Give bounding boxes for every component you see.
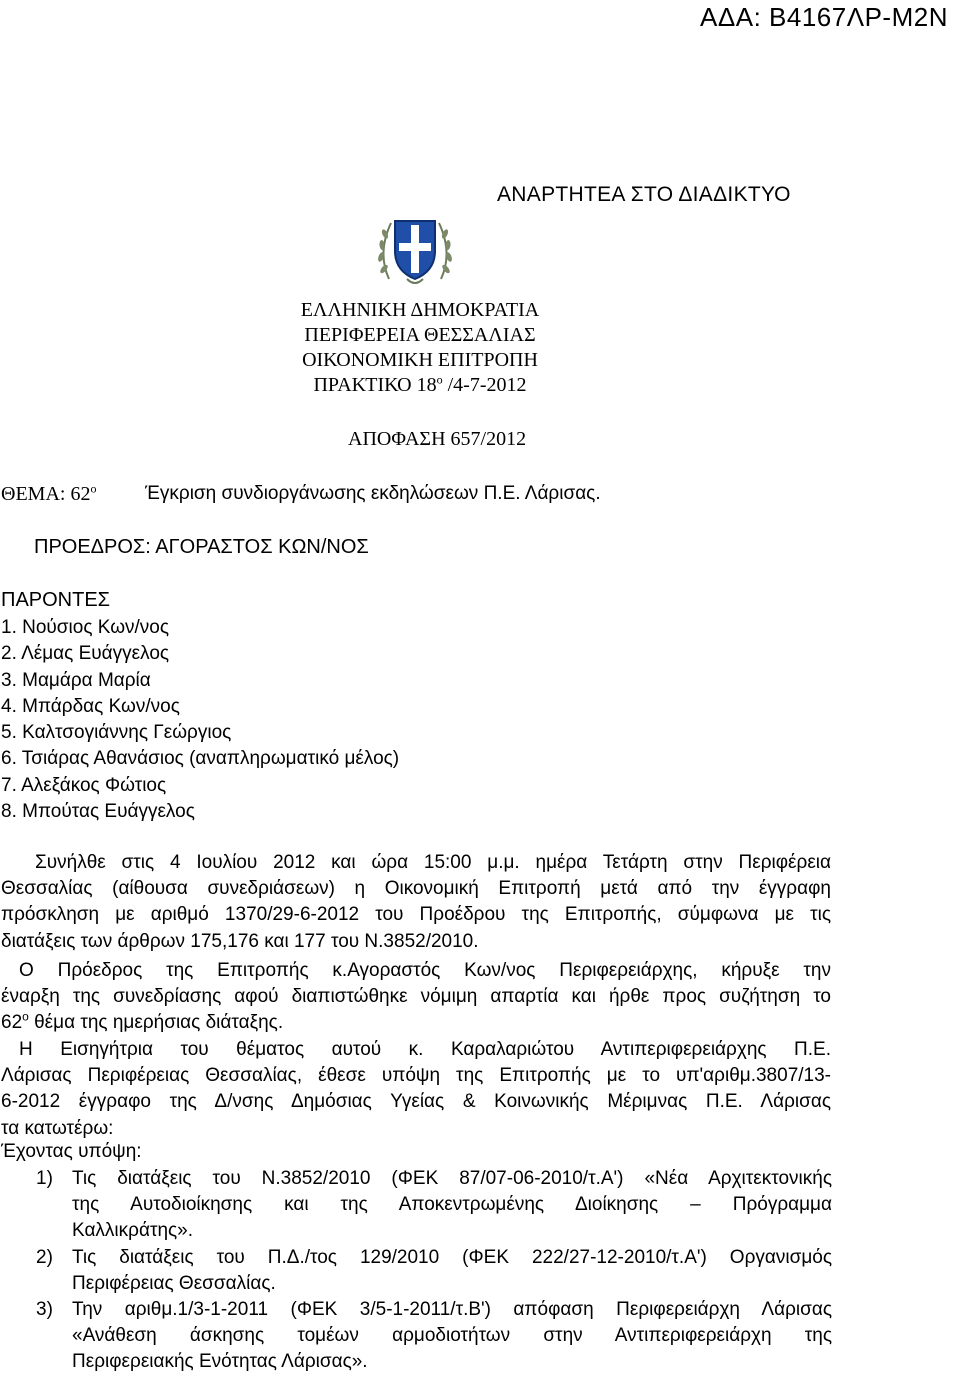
list-item: 3. Μαμάρα Μαρία: [1, 669, 151, 691]
considering-heading: Έχοντας υπόψη:: [1, 1141, 142, 1162]
issuer-header: [240, 298, 600, 398]
present-title: ΠΑΡΟΝΤΕΣ: [1, 589, 111, 611]
header-region: ΠΕΡΙΦΕΡΕΙΑ ΘΕΣΣΑΛΙΑΣ: [304, 324, 536, 346]
header-committee: ΟΙΚΟΝΟΜΙΚΗ ΕΠΙΤΡΟΠΗ: [302, 349, 538, 371]
list-item: [36, 1166, 832, 1245]
minutes-prefix: ΠΡΑΚΤΙΚΟ 18: [313, 374, 437, 396]
paragraph-line: Θεσσαλίας (αίθουσα συνεδριάσεων) η Οικονομική Επιτροπή μετά από την έγγραφη: [1, 878, 831, 900]
item-number: 3): [36, 1299, 53, 1321]
paragraph-line: Η Εισηγήτρια του θέματος αυτού κ. Καραλαριώτου Αντιπεριφερειάρχης Π.Ε.: [19, 1039, 831, 1060]
item-line: Καλλικράτης».: [72, 1220, 194, 1242]
paragraph-meeting: [1, 850, 831, 955]
hellenic-republic-emblem-icon: [371, 209, 459, 289]
list-item: 6. Τσιάρας Αθανάσιος (αναπληρωματικό μέλος): [1, 748, 400, 770]
list-item: 2. Λέμας Ευάγγελος: [1, 643, 170, 665]
members-list: [1, 615, 399, 825]
list-item: [36, 1297, 832, 1376]
paragraph-line: πρόσκληση με αριθμό 1370/29-6-2012 του Προέδρου της Επιτροπής, σύμφωνα με τις: [1, 904, 831, 926]
paragraph-line: 6-2012 έγγραφο της Δ/νσης Δημόσιας Υγείας & Κοινωνικής Μέριμνας Π.Ε. Λάρισας: [1, 1091, 831, 1113]
subject-label-text: ΘΕΜΑ: 62: [1, 483, 91, 505]
subject-label-sup: ο: [90, 481, 97, 496]
list-item: [36, 1245, 832, 1297]
paragraph-line: [1, 1010, 831, 1036]
paragraph-line: Συνήλθε στις 4 Ιουλίου 2012 και ώρα 15:00 μ.μ. ημέρα Τετάρτη στην Περιφέρεια: [35, 852, 831, 873]
minutes-suffix: /4-7-2012: [442, 374, 527, 396]
paragraph-rapporteur: [1, 1037, 831, 1142]
topic-number-sup: ο: [22, 1010, 29, 1025]
topic-suffix: θέμα της ημερήσιας διάταξης.: [28, 1012, 284, 1034]
subject-label: [1, 483, 96, 506]
ada-code: ΑΔΑ: Β4167ΛΡ-Μ2Ν: [700, 2, 948, 32]
item-line: Την αριθμ.1/3-1-2011 (ΦΕΚ 3/5-1-2011/τ.Β') απόφαση Περιφερειάρχη Λάρισας: [72, 1299, 832, 1321]
considerations-list: [36, 1166, 832, 1376]
list-item: 7. Αλεξάκος Φώτιος: [1, 774, 167, 796]
minutes-sup: ο: [436, 372, 443, 387]
paragraph-line: διατάξεις των άρθρων 175,176 και 177 του Ν.3852/2010.: [1, 930, 479, 952]
item-line: Περιφέρειας Θεσσαλίας.: [72, 1272, 276, 1294]
list-item: 8. Μπούτας Ευάγγελος: [1, 801, 195, 823]
item-number: 2): [36, 1246, 53, 1268]
paragraph-line: έναρξη της συνεδρίασης αφού διαπιστώθηκε νόμιμη απαρτία και ήρθε προς συζήτηση το: [1, 986, 831, 1008]
header-minutes: [240, 373, 600, 398]
item-line: Τις διατάξεις του Π.Δ./τος 129/2010 (ΦΕΚ 222/27-12-2010/τ.Α') Οργανισμός: [72, 1246, 832, 1268]
decision-number: ΑΠΟΦΑΣΗ 657/2012: [348, 428, 527, 450]
list-item: 5. Καλτσογιάννης Γεώργιος: [1, 722, 232, 744]
paragraph-opening: [1, 958, 831, 1037]
paragraph-line: Ο Πρόεδρος της Επιτροπής κ.Αγοραστός Κων/νος Περιφερειάρχης, κήρυξε την: [19, 960, 831, 981]
item-number: 1): [36, 1168, 53, 1189]
item-line: Τις διατάξεις του Ν.3852/2010 (ΦΕΚ 87/07-06-2010/τ.Α') «Νέα Αρχιτεκτονικής: [72, 1168, 832, 1189]
subject-text: Έγκριση συνδιοργάνωσης εκδηλώσεων Π.Ε. Λάρισας.: [145, 483, 601, 504]
chair-line: ΠΡΟΕΔΡΟΣ: ΑΓΟΡΑΣΤΟΣ ΚΩΝ/ΝΟΣ: [34, 536, 369, 558]
list-item: 1. Νούσιος Κων/νος: [1, 617, 170, 638]
topic-number: 62: [1, 1012, 23, 1034]
item-line: «Ανάθεση άσκησης τομέων αρμοδιοτήτων στην Αντιπεριφερειάρχη της: [72, 1325, 832, 1347]
paragraph-line: Λάρισας Περιφέρειας Θεσσαλίας, έθεσε υπόψη της Επιτροπής με το υπ'αριθμ.3807/13-: [1, 1065, 831, 1087]
posted-notice: ΑΝΑΡΤΗΤΕΑ ΣΤΟ ΔΙΑΔΙΚΤΥΟ: [497, 183, 791, 206]
paragraph-line: τα κατωτέρω:: [1, 1117, 114, 1139]
list-item: 4. Μπάρδας Κων/νος: [1, 695, 180, 717]
item-line: της Αυτοδιοίκησης και της Αποκεντρωμένης Διοίκησης – Πρόγραμμα: [72, 1194, 832, 1216]
item-line: Περιφερειακής Ενότητας Λάρισας».: [72, 1351, 368, 1373]
header-republic: ΕΛΛΗΝΙΚΗ ΔΗΜΟΚΡΑΤΙΑ: [300, 299, 540, 321]
